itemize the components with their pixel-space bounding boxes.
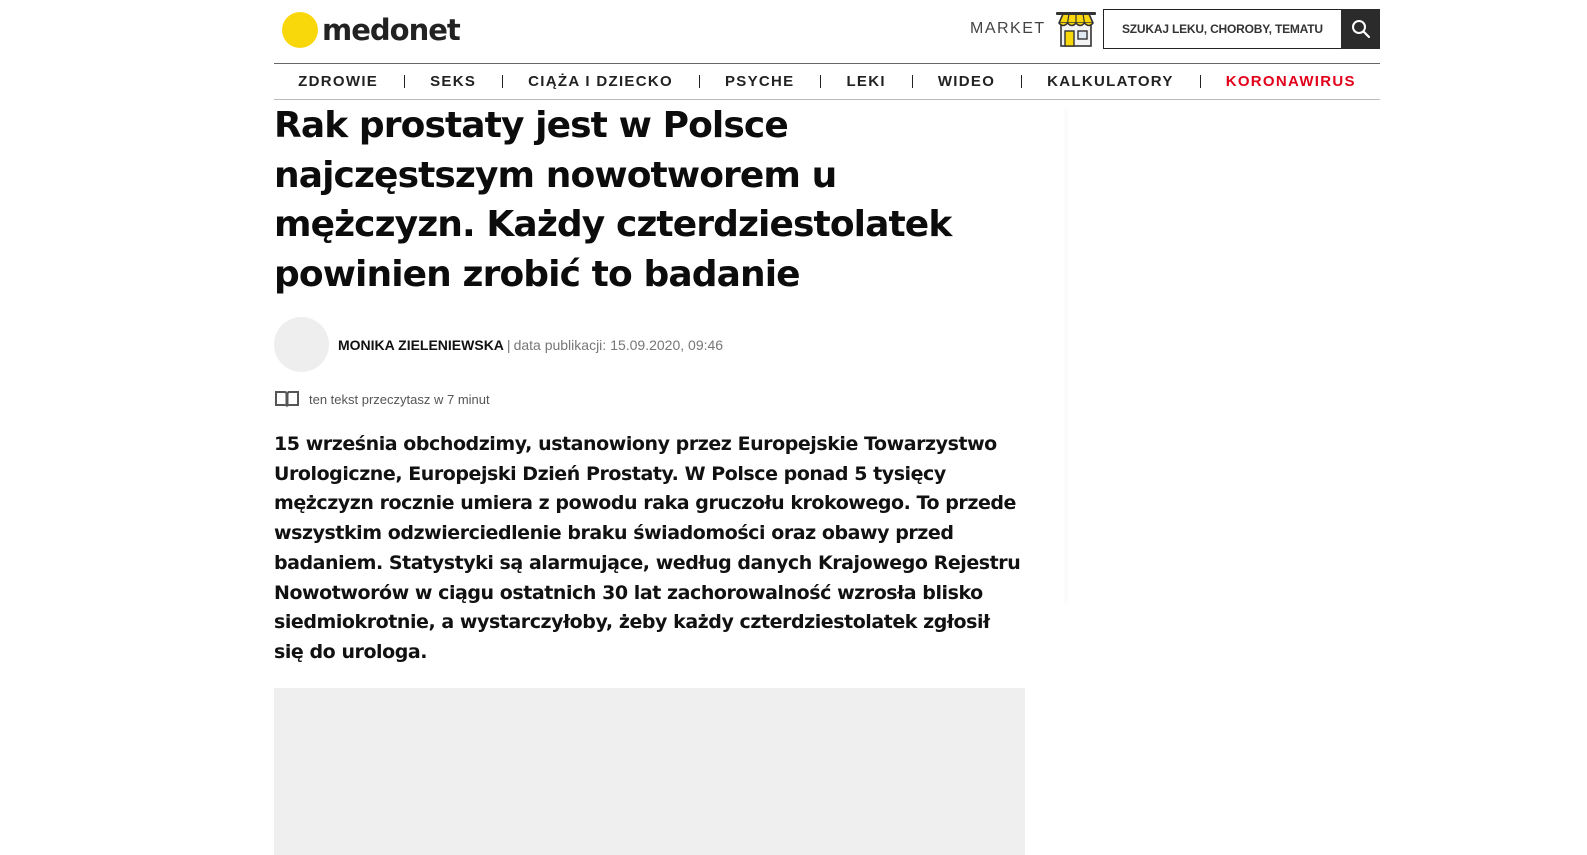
nav-item-zdrowie[interactable]: ZDROWIE xyxy=(298,73,379,90)
article-image-placeholder xyxy=(274,688,1025,855)
author-name[interactable]: MONIKA ZIELENIEWSKA xyxy=(338,336,504,353)
nav-item-psyche[interactable]: PSYCHE xyxy=(699,73,821,90)
publication-date: 15.09.2020, 09:46 xyxy=(610,336,724,353)
byline-separator: | xyxy=(506,336,511,353)
nav-item-seks[interactable]: SEKS xyxy=(404,73,502,90)
sidebar-rail xyxy=(1064,108,1068,603)
author-avatar[interactable] xyxy=(274,317,329,372)
main-nav xyxy=(274,63,1380,100)
market-label: MARKET xyxy=(970,20,1046,37)
open-book-icon xyxy=(274,388,300,410)
nav-item-leki[interactable]: LEKI xyxy=(820,73,911,90)
search-icon xyxy=(1351,19,1371,39)
article-lead: 15 września obchodzimy, ustanowiony przez Europejskie Towarzystwo Urologiczne, Europejski Dzień Prostaty. W Polsce ponad 5 tysięcy mężczyzn rocznie umiera z powodu raka gruczołu krokowego. To przede wszystkim odzwierciedlenie braku świadomości oraz obawy przed badaniem. Statystyki są alarmujące, według danych Krajowego Rejestru Nowotworów w ciągu ostatnich 30 lat zachorowalność wzrosła blisko siedmiokrotnie, a wystarczyłoby, żeby każdy czterdziestolatek zgłosił się do urologa. xyxy=(274,433,1021,663)
reading-time xyxy=(274,388,490,410)
publication-label: data publikacji: xyxy=(513,336,607,353)
search-form xyxy=(1103,9,1380,49)
logo-text: medonet xyxy=(322,13,460,47)
medonet-logo[interactable] xyxy=(282,10,460,50)
nav-item-kalkulatory[interactable]: KALKULATORY xyxy=(1021,73,1200,90)
reading-time-text: ten tekst przeczytasz w 7 minut xyxy=(309,391,490,407)
nav-item-ciaza-i-dziecko[interactable]: CIĄŻA I DZIECKO xyxy=(502,73,699,90)
byline xyxy=(274,317,723,372)
search-input[interactable] xyxy=(1103,9,1341,49)
market-link[interactable] xyxy=(970,8,1096,50)
logo-dot-icon xyxy=(282,12,318,48)
nav-item-wideo[interactable]: WIDEO xyxy=(912,73,1021,90)
article-title: Rak prostaty jest w Polsce najczęstszym nowotworem u mężczyzn. Każdy czterdziestolatek powinien zrobić to badanie xyxy=(274,105,952,295)
market-shop-icon xyxy=(1056,9,1096,49)
nav-item-koronawirus[interactable]: KORONAWIRUS xyxy=(1200,73,1382,90)
search-button[interactable] xyxy=(1341,9,1380,49)
